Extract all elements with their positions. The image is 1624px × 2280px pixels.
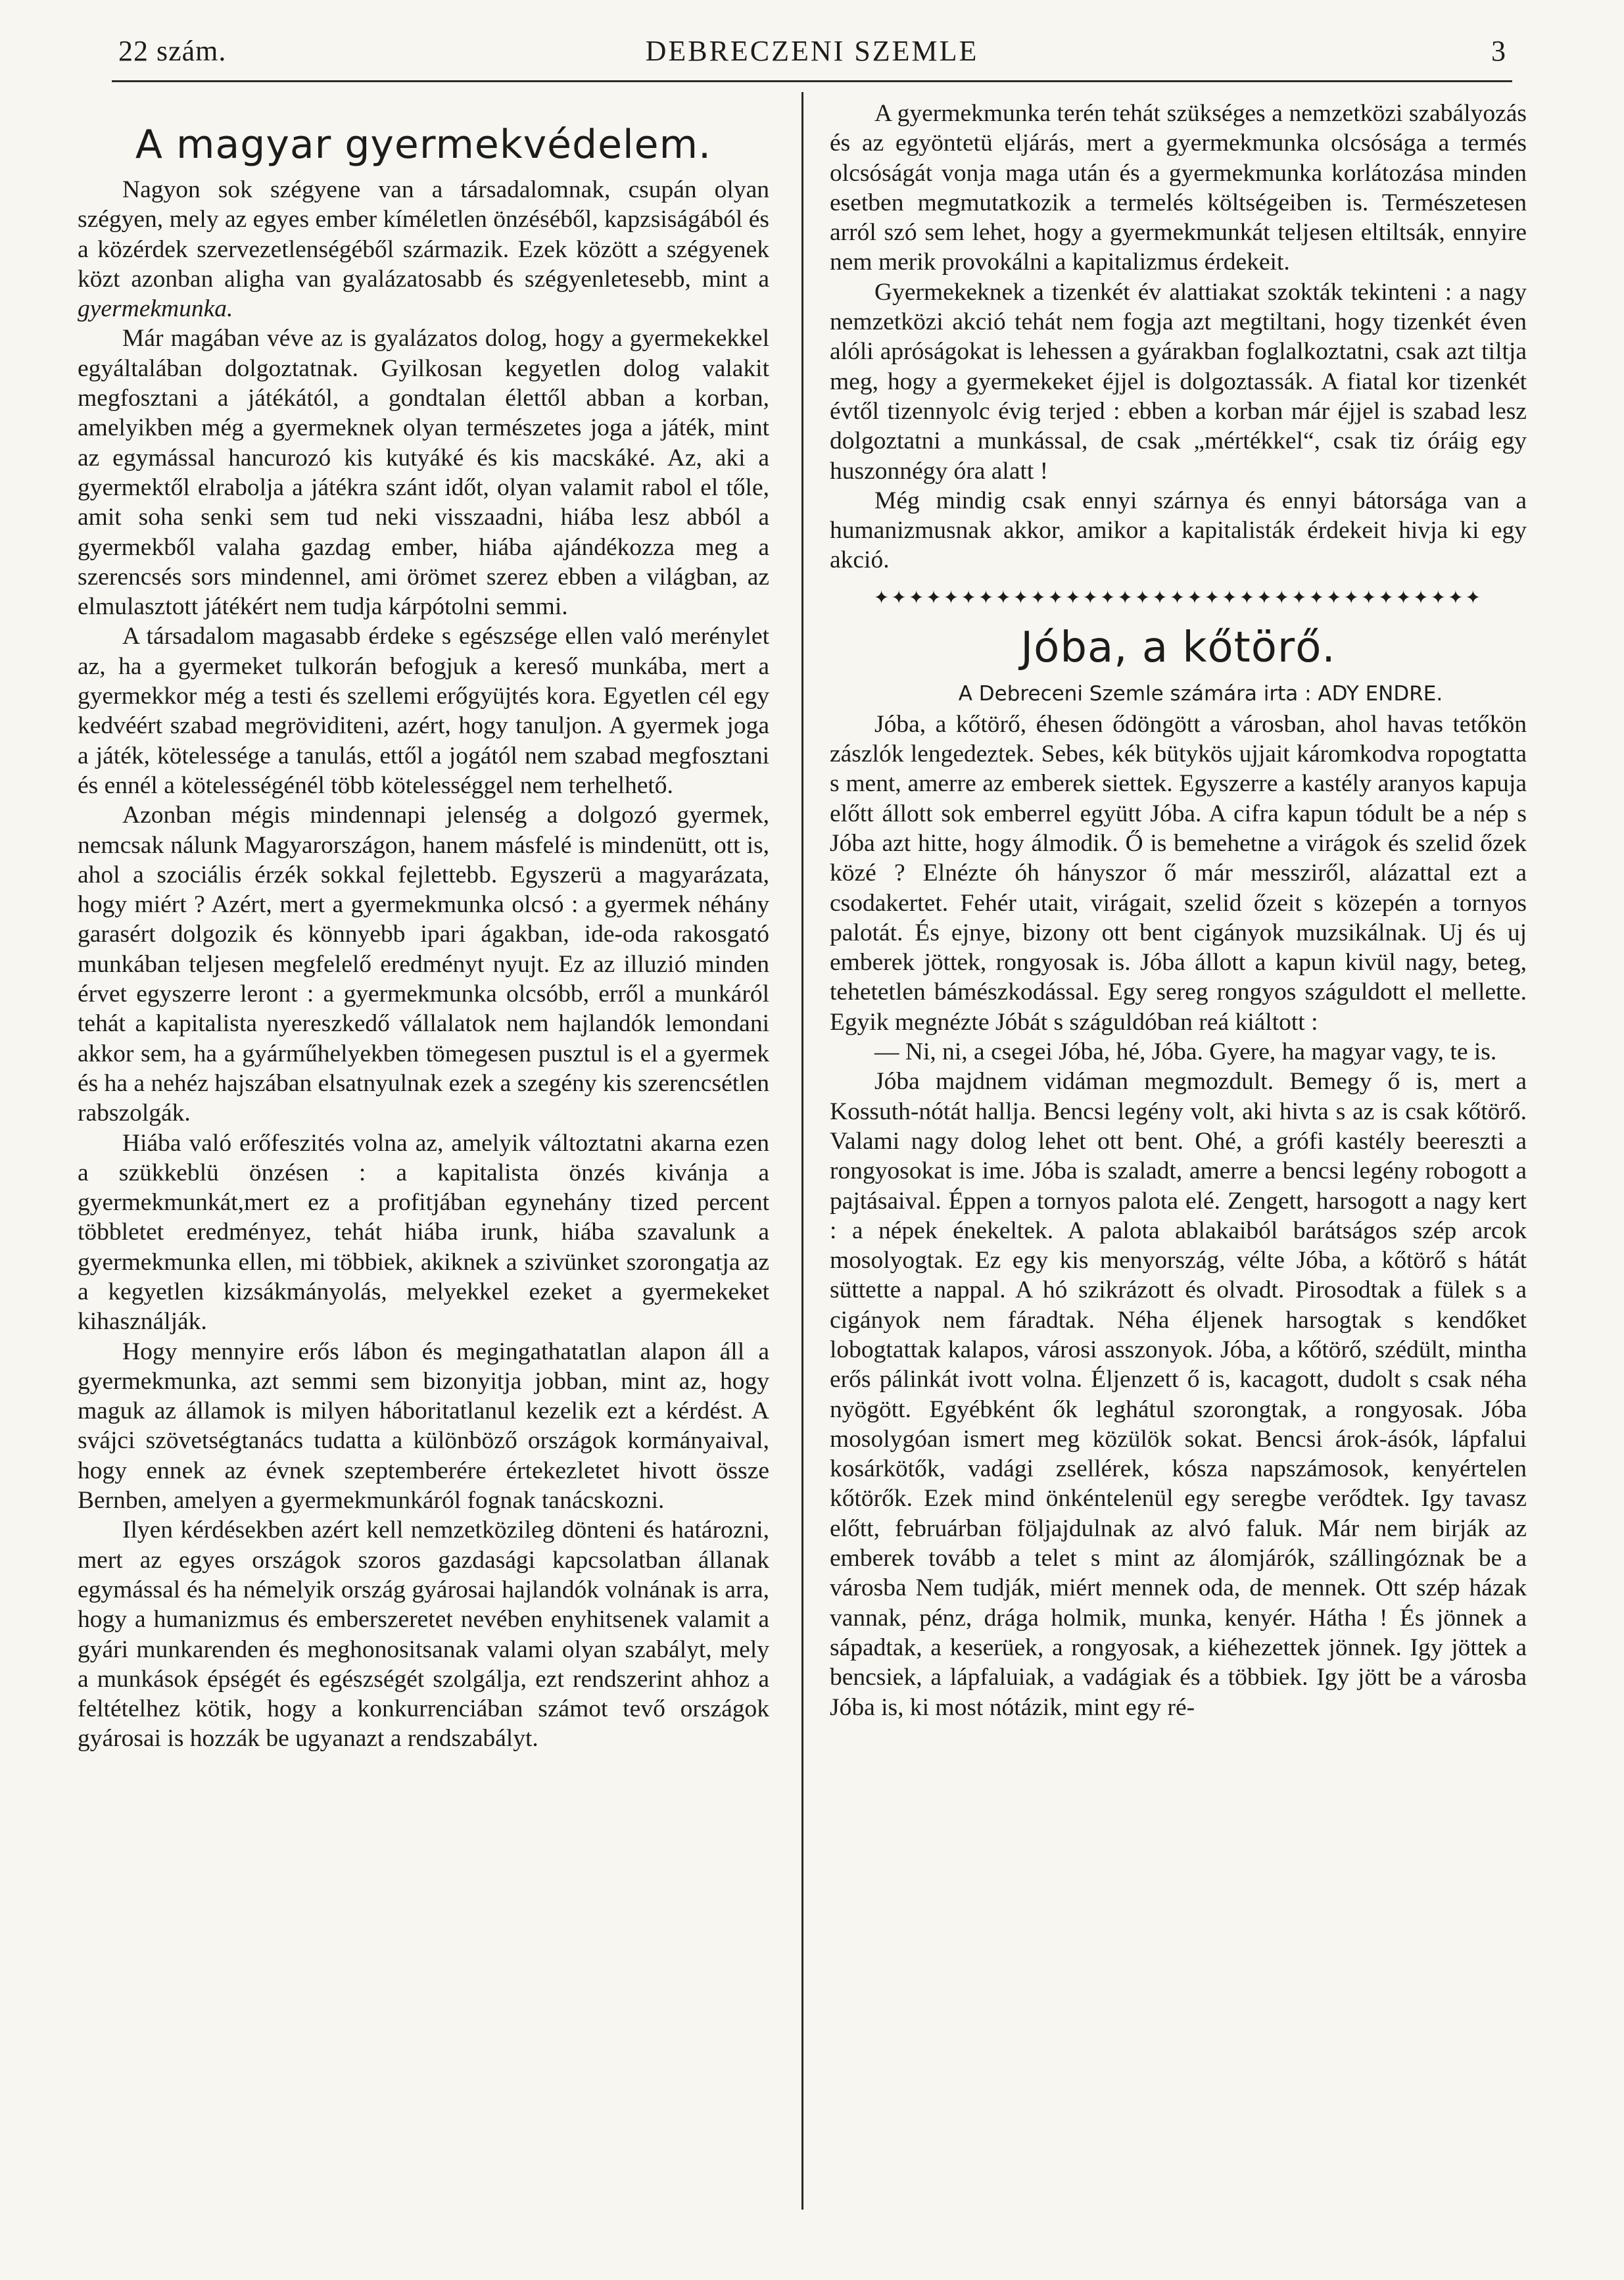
- page-header: [118, 32, 1506, 71]
- paragraph: A társadalom magasabb érdeke s egészsége ellen való merénylet az, ha a gyermeket tulkorán befogjuk a kereső munkába, mert a gyermekkor még a testi és szellemi erőgyüjtés kora. Egyetlen cél egy kedvéért szabad megröviditeni, azért, hogy tanuljon. A gyermek joga a játék, kötelessége a tanulás, ettől a jogától nem szabad megfosztani és ennél a kötelességénél több kötelességgel nem terhelhető.: [78, 623, 769, 799]
- paragraph: A gyermekmunka terén tehát szükséges a nemzetközi szabályozás és az egyöntetü eljárás, mert a gyermekmunka olcsósága a termés olcsóságát vonja maga után és a gyermekmunka korlátozása minden esetben megmutatkozik a termelés költségeiben is. Természetesen arról szó sem lehet, hogy a gyermekmunkát teljesen eltiltsák, ennyire nem merik provokálni a kapitalizmus érdekeit.: [830, 100, 1527, 276]
- ornamental-divider: ✦✦✦✦✦✦✦✦✦✦✦✦✦✦✦✦✦✦✦✦✦✦✦✦✦✦✦✦✦✦✦✦✦✦✦: [873, 586, 1483, 608]
- journal-title: DEBRECZENI SZEMLE: [645, 35, 979, 67]
- emphasis-gyermekmunka: gyermekmunka.: [78, 295, 233, 323]
- paragraph: Hogy mennyire erős lábon és megingathatatlan alapon áll a gyermekmunka, azt semmi sem bizonyitja jobban, mint az, hogy maguk az államok is milyen háboritatlanul kezelik ezt a kérdést. A svájci szövetségtanács tudatta a különböző országok kormányaival, hogy ennek az évnek szeptemberére értekezletet hivott össze Bernben, amelyen a gyermekmunkáról fognak tanácskozni.: [78, 1338, 769, 1515]
- article-title-gyermekvedelem: A magyar gyermekvédelem.: [135, 122, 712, 168]
- paragraph: Nagyon sok szégyene van a társadalomnak, csupán olyan szégyen, mely az egyes ember kíméletlen önzéséből, kapzsiságából és a közérdek szervezetlenségéből származik. Ezek között a szégyenek közt azonban aligha van gyalázatosabb és szégyenletesebb, mint a gyermekmunka.: [78, 176, 769, 323]
- paragraph: Gyermekeknek a tizenkét év alattiakat szokták tekinteni : a nagy nemzetközi akció tehát nem fogja azt megtiltani, hogy tizenkét éven alóli apróságokat is lehessen a gyárakban foglalkoztatni, csak azt tiltja meg, hogy a gyermekeket éjjel is dolgoztassák. A fiatal kor tizenkét évtől tizennyolc évig terjed : ebben a korban már éjjel is szabad lesz dolgoztatni a munkással, de csak „mértékkel“, csak tiz óráig egy huszonnégy óra alatt !: [830, 278, 1527, 485]
- paragraph: Ilyen kérdésekben azért kell nemzetközileg dönteni és határozni, mert az egyes országok szoros gazdasági kapcsolatban állanak egymással és ha némelyik ország gyárosai hajlandók volnának is arra, hogy a humanizmus és emberszeretet nevében enyhitsenek valamit a gyári munkarenden és meghonositsanak valami olyan szabályt, mely a munkások épségét és egészségét szolgálja, ezt rendszerint ahhoz a feltételhez kötik, hogy a konkurrenciában számot tevő országok gyárosai is hozzák be ugyanazt a rendszabályt.: [78, 1516, 769, 1753]
- paragraph: Hiába való erőfeszités volna az, amelyik változtatni akarna ezen a szükkeblü önzésen : a kapitalista önzés kivánja a gyermekmunkát,mert ez a profitjában egynehány tized percent többletet eredményez, tehát hiába irunk, hiába szavalunk a gyermekmunka ellen, mi többiek, akiknek a szivünket szorongatja az a kegyetlen kizsákmányolás, melyekkel ezeket a gyermekeket kihasználják.: [78, 1129, 769, 1336]
- issue-number: 22 szám.: [118, 35, 227, 67]
- right-column: [830, 99, 1527, 1722]
- column-divider: [801, 92, 803, 2210]
- paragraph: Jóba majdnem vidáman megmozdult. Bemegy ő is, mert a Kossuth-nótát hallja. Bencsi legény volt, aki hivta s az is csak kőtörő. Valami nagy dolog lehet ott bent. Ohé, a grófi kastély beereszti a rongyosokat is ime. Jóba is szaladt, amerre a bencsi legény robogott a pajtásaival. Éppen a tornyos palota elé. Zengett, harsogott a nagy kert : a népek énekeltek. A palota ablakaiból barátságos szép arcok mosolyogtak. Ez egy kis menyország, vélte Jóba, a kőtörő s hátát süttette a nappal. A hó szikrázott és olvadt. Pirosodtak a fülek s a cigányok nem fáradtak. Néha éljenek harsogtak s kendőket lobogtattak kalapos, városi asszonyok. Jóba, a kőtörő, szédült, mintha erős pálinkát ivott volna. Éljenzett ő is, kacagott, dudolt s csak néha nyögött. Egyébként ők leghátul szorongtak, a rongyosak. Jóba mosolygóan ismert meg közülök sokat. Bencsi árok-ásók, lápfalui kosárkötők, vadági zsellérek, kósza napszámosok, kenyértelen kőtörők. Ezek mind önkéntelenül egy seregbe verődtek. Igy tavasz előtt, februárban följajdulnak az alvó faluk. Már nem birják az emberek tovább a telet s mint az álomjárók, szállingóznak be a városba Nem tudják, miért mennek oda, de mennek. Ott szép házak vannak, pénz, drága holmik, munka, kenyér. Hátha ! És jönnek a sápadtak, a keserüek, a rongyosak, a kiéhezettek jönnek. Igy jöttek a bencsiek, a lápfaluiak, a vadágiak és a többiek. Igy jött be a városba Jóba is, ki most nótázik, mint egy ré-: [830, 1068, 1527, 1721]
- byline: A Debreceni Szemle számára irta : ADY ENDRE.: [958, 681, 1443, 706]
- paragraph: Még mindig csak ennyi szárnya és ennyi bátorsága van a humanizmusnak akkor, amikor a kapitalisták érdekeit hivja ki egy akció.: [830, 487, 1527, 574]
- article-title-joba: Jóba, a kőtörő.: [1020, 623, 1336, 672]
- paragraph: Jóba, a kőtörő, éhesen ődöngött a városban, ahol havas tetőkön zászlók lengedeztek. Sebes, kék bütykös ujjait káromkodva ropogtatta s ment, amerre az emberek siettek. Egyszerre a kastély aranyos kapuja előtt állott sok emberrel együtt Jóba. A cifra kapun tódult be a nép s Jóba azt hitte, hogy álmodik. Ő is bemehetne a virágok és szelid őzek közé ? Elnézte óh hányszor ő már messziről, alázattal ezt a csodakertet. Fehér utait, virágait, szelid őzeit s közepén a tornyos palotát. És ejnye, bizony ott bent cigányok muzsikálnak. Uj és uj emberek jöttek, rongyosak is. Jóba állott a kapun kivül nagy, beteg, tehetetlen bámészkodással. Egy sereg rongyos száguldott el mellette. Egyik megnézte Jóbát s száguldóban reá kiáltott :: [830, 710, 1527, 1036]
- paragraph: Azonban mégis mindennapi jelenség a dolgozó gyermek, nemcsak nálunk Magyarországon, hanem másfelé is mindenütt, ott is, ahol a szociális érzék sokkal fejlettebb. Egyszerü a magyarázata, hogy miért ? Azért, mert a gyermekmunka olcsó : a gyermek néhány garasért dolgozik és könnyebb ipari ágakban, ide-oda rakosgató munkában teljesen megfelelő eredményt nyujt. Ez az illuzió minden érvet egyszerre leront : a gyermekmunka olcsóbb, erről a munkáról tehát a kapitalista nyereszkedő vállalatok nem hajlandók lemondani akkor sem, ha a gyárműhelyekben tömegesen pusztul is el a gyermek és ha a nehéz hajszában elsatnyulnak ezek a szegény kis szerencsétlen rabszolgák.: [78, 802, 769, 1127]
- header-rule: [112, 80, 1512, 82]
- paragraph: Már magában véve az is gyalázatos dolog, hogy a gyermekekkel egyáltalában dolgoztatnak. Gyilkosan kegyetlen dolog valakit megfosztani a játékától, a gondtalan élettől abban a korban, amelyikben még a gyermeknek olyan természetes joga a játék, mint az egymással hancurozó kis kutyáké és kis macskáké. Az, aki a gyermektől elrabolja a játékra szánt időt, olyan valamit rabol el tőle, amit soha senki sem tud neki visszaadni, hiába lesz abból a gyermekből valaha gazdag ember, hiába ajándékozza meg a szerencsés sors mindennel, ami örömet szerez ebben a világban, az elmulasztott játékért nem tudja kárpótolni semmi.: [78, 325, 769, 621]
- page-number: 3: [1491, 35, 1506, 67]
- dialogue-line: — Ni, ni, a csegei Jóba, hé, Jóba. Gyere, ha magyar vagy, te is.: [874, 1038, 1497, 1066]
- left-column: [78, 99, 769, 1754]
